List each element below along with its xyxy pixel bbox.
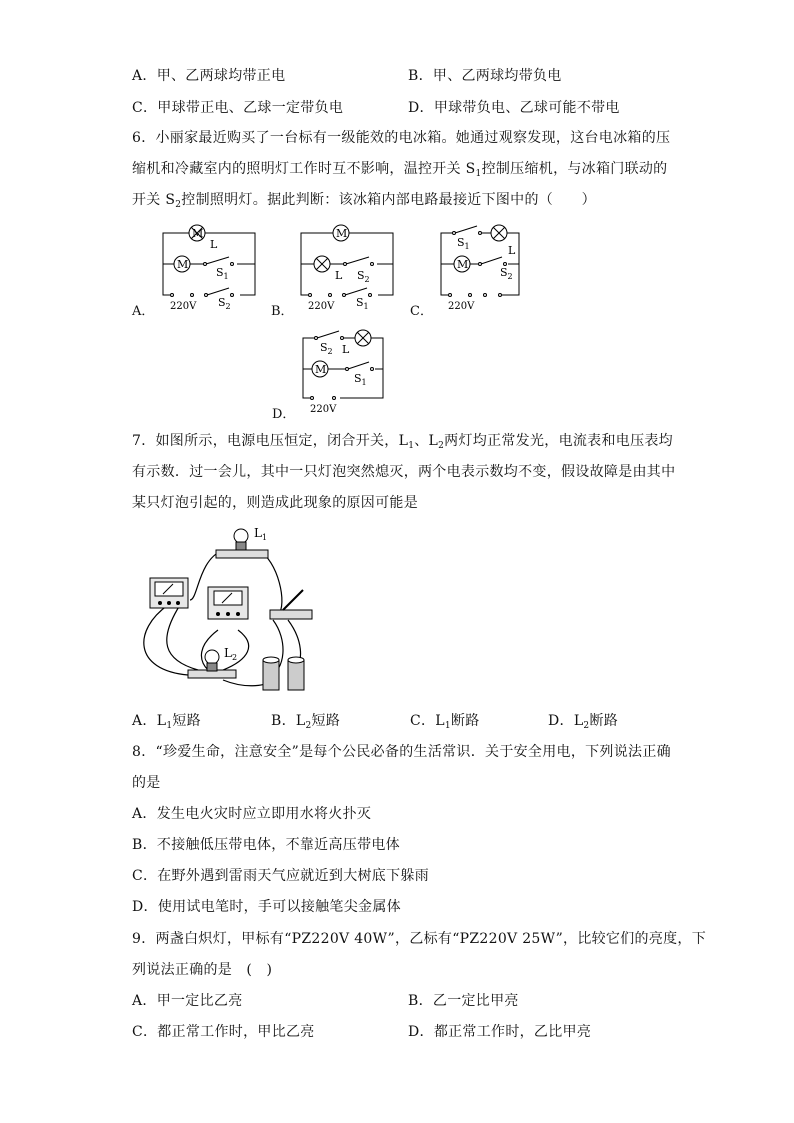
q6-option-b-label: B． (271, 304, 294, 319)
switch-label: $S_1$ (354, 372, 367, 387)
switch-label: $S_2$ (357, 269, 370, 284)
q8-option-c: C．在野外遇到雷雨天气应就近到大树底下躲雨 (132, 868, 430, 884)
battery-pack (263, 657, 304, 690)
q7-stem-line1: 7．如图所示，电源电压恒定，闭合开关，$L_1$、$L_2$两灯均正常发光，电流表和电压表均 (132, 433, 673, 451)
q7-option-b: B．$L_2$短路 (271, 713, 341, 731)
motor-symbol-label: M (457, 258, 469, 271)
lamp-label: L (210, 238, 218, 251)
q7-stem-line2: 有示数．过一会儿，其中一只灯泡突然熄灭，两个电表示数均不变，假设故障是由其中 (132, 464, 676, 480)
q6-stem-line3: 开关 $S_2$控制照明灯。据此判断：该冰箱内部电路最接近下图中的（ ） (132, 192, 596, 210)
q7-option-a: A．$L_1$短路 (132, 713, 201, 731)
motor-symbol-label: M (315, 363, 327, 376)
q6-stem-line2: 缩机和冷藏室内的照明灯工作时互不影响，温控开关 $S_1$控制压缩机，与冰箱门联动的 (132, 161, 668, 179)
q9-option-c: C．都正常工作时，甲比乙亮 (132, 1024, 315, 1040)
voltage-label: 220V (170, 301, 197, 312)
q9-stem-line2: 列说法正确的是 ( ) (132, 962, 273, 978)
switch-label: $S_1$ (457, 236, 470, 251)
lamp-label: L (508, 244, 516, 257)
q9-option-a: A．甲一定比乙亮 (132, 993, 243, 1009)
lamp-label: L (342, 343, 350, 356)
q7-option-d: D．$L_2$断路 (548, 713, 619, 731)
q5-option-c: C．甲球带正电、乙球一定带负电 (132, 100, 344, 116)
switch (270, 590, 312, 619)
voltmeter (208, 587, 248, 619)
switch-label: $S_1$ (216, 266, 229, 281)
lamp-label: L (335, 269, 343, 282)
q7-circuit-figure (128, 520, 328, 700)
switch-label: $S_2$ (320, 341, 333, 356)
q8-option-d: D．使用试电笔时，手可以接触笔尖金属体 (132, 899, 401, 915)
l2-label: $L_2$ (224, 646, 238, 662)
q6-option-a-label: A． (132, 304, 155, 319)
q7-option-c: C．$L_1$断路 (410, 713, 480, 731)
q9-option-b: B．乙一定比甲亮 (408, 993, 519, 1009)
q9-option-d: D．都正常工作时，乙比甲亮 (408, 1024, 592, 1040)
q8-option-b: B．不接触低压带电体，不靠近高压带电体 (132, 837, 400, 853)
q8-option-a: A．发生电火灾时应立即用水将火扑灭 (132, 806, 372, 822)
q7-stem-line3: 某只灯泡引起的，则造成此现象的原因可能是 (132, 495, 418, 511)
q6-option-d-label: D． (272, 407, 296, 422)
q6-circuit-diagrams (0, 0, 794, 430)
motor-symbol-label: M (336, 227, 348, 240)
voltage-label: 220V (448, 301, 475, 312)
voltage-label: 220V (308, 301, 335, 312)
q6-option-c-label: C． (410, 304, 433, 319)
q5-option-b: B．甲、乙两球均带负电 (408, 68, 562, 84)
circuit-c (441, 225, 519, 297)
switch-label: $S_1$ (356, 296, 369, 311)
voltage-label: 220V (310, 404, 337, 415)
q5-option-d: D．甲球带负电、乙球可能不带电 (408, 100, 620, 116)
q8-stem-line2: 的是 (132, 775, 161, 791)
switch-label: $S_2$ (218, 296, 231, 311)
q8-stem-line1: 8．“珍爱生命，注意安全”是每个公民必备的生活常识．关于安全用电，下列说法正确 (132, 744, 671, 760)
q5-option-a: A．甲、乙两球均带正电 (132, 68, 286, 84)
motor-symbol-label: M (192, 227, 204, 240)
q9-stem-line1: 9．两盏白炽灯，甲标有“PZ220V 40W”，乙标有“PZ220V 25W”，比较它们的亮度，下 (132, 931, 707, 947)
motor-symbol-label: M (177, 258, 189, 271)
switch-label: $S_2$ (500, 266, 513, 281)
q6-stem-line1: 6．小丽家最近购买了一台标有一级能效的电冰箱。她通过观察发现，这台电冰箱的压 (132, 130, 671, 146)
ammeter (150, 578, 188, 608)
l1-label: $L_1$ (254, 526, 268, 542)
